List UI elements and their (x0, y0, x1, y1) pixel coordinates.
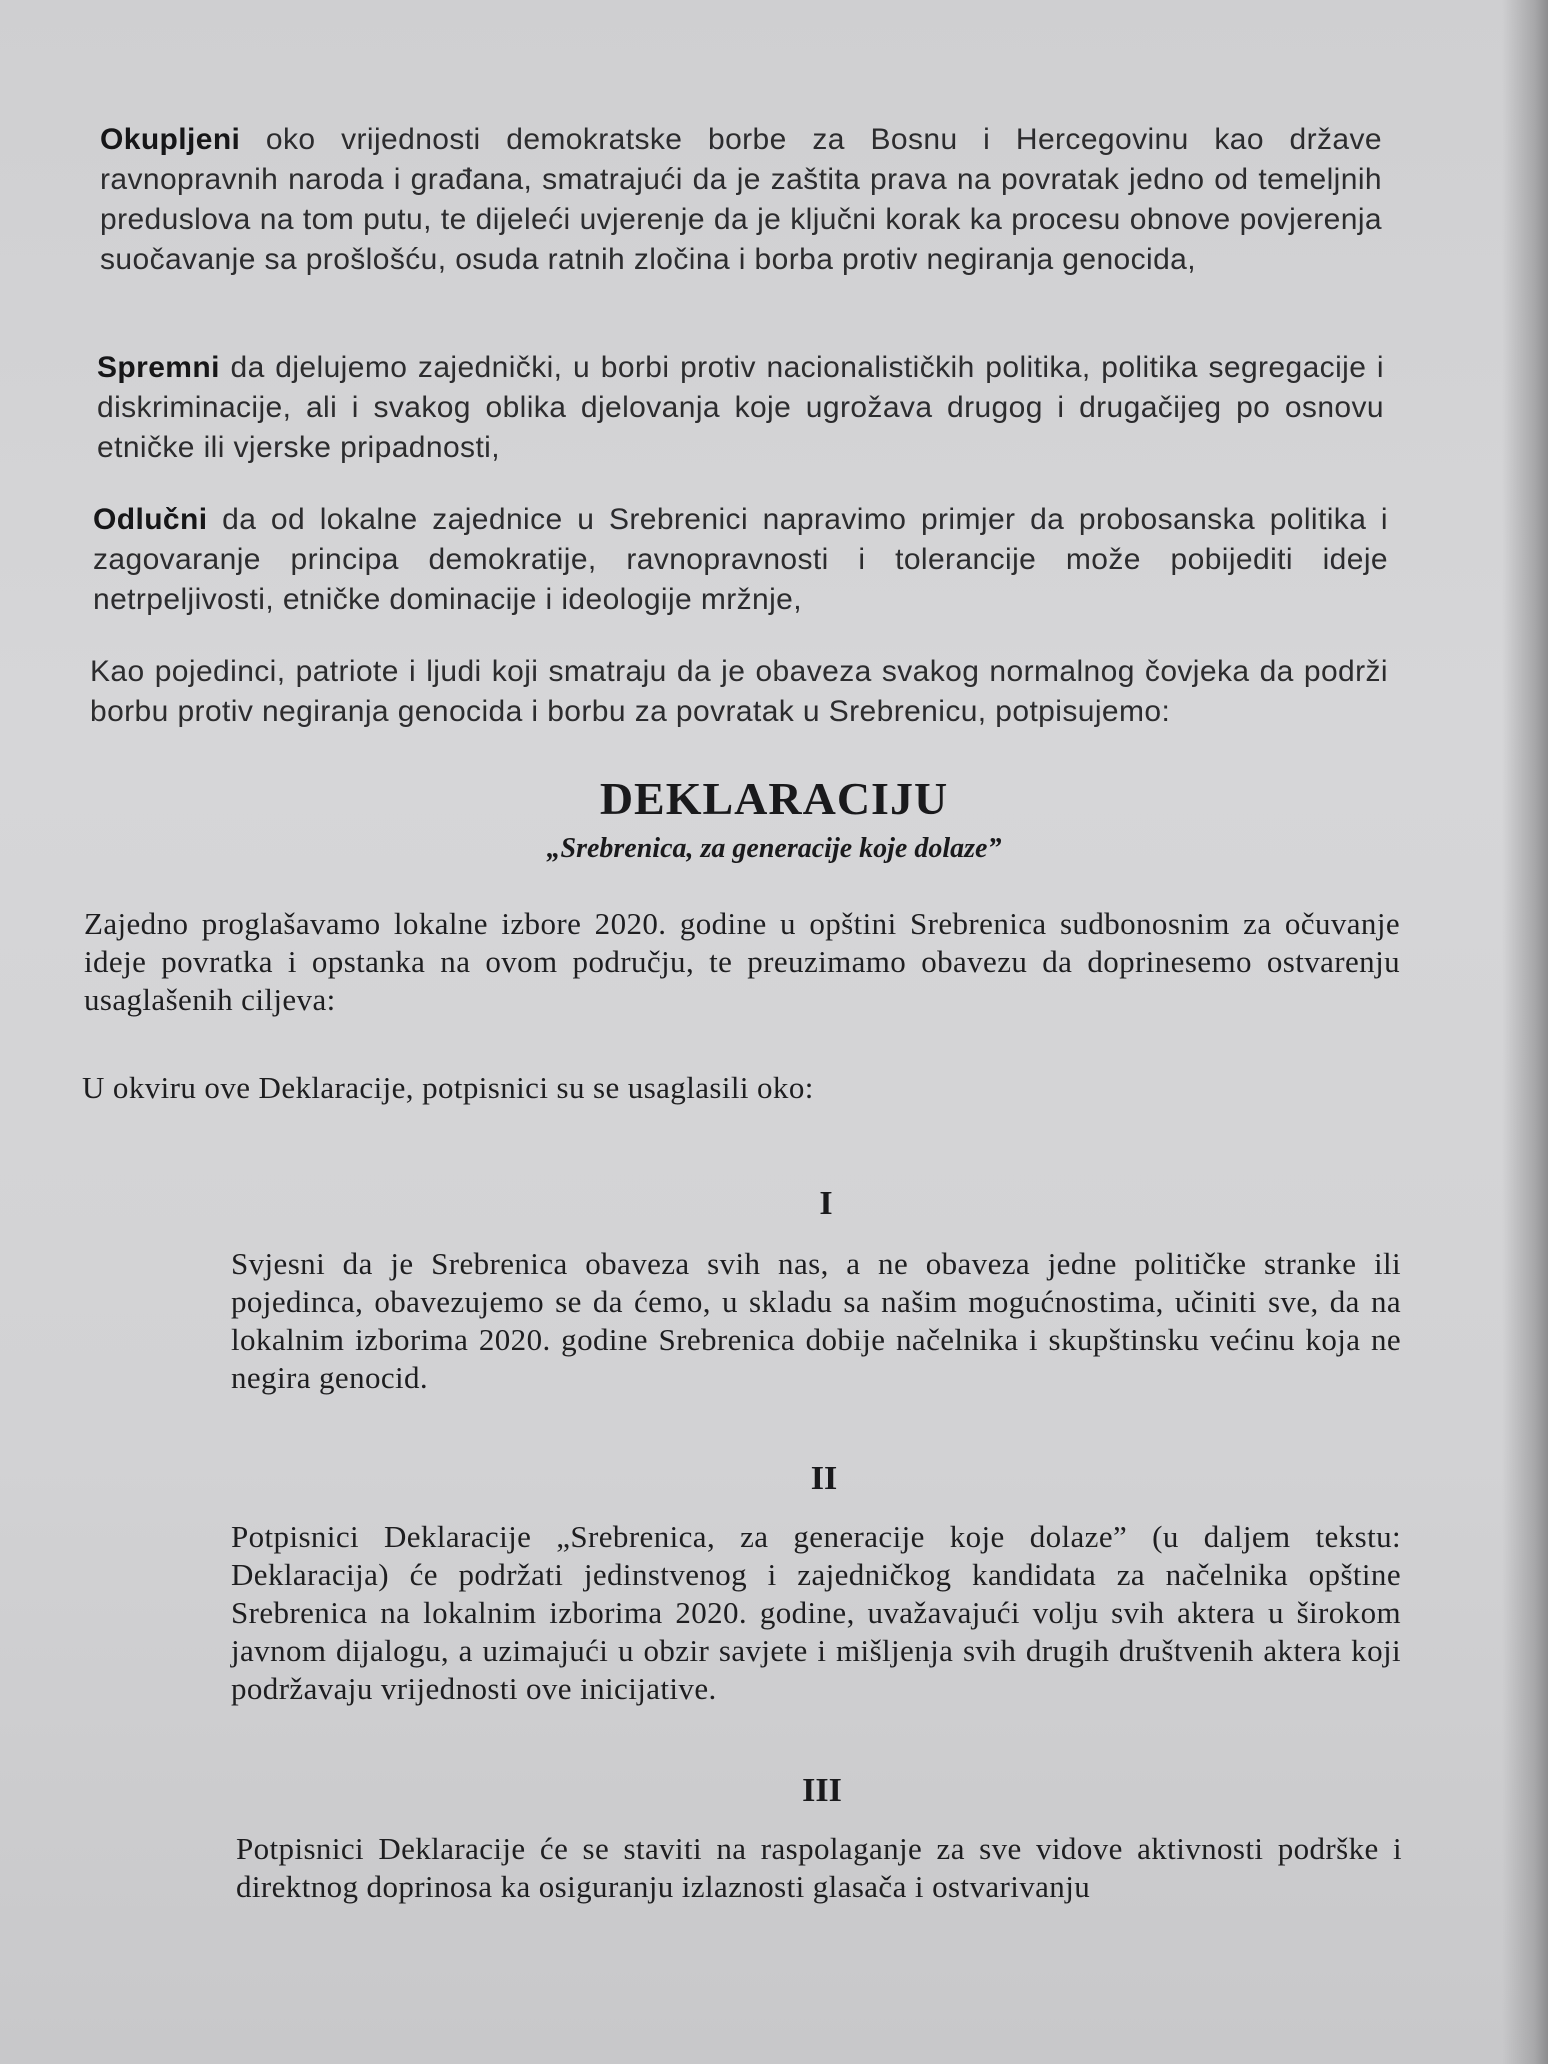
paragraph-text: da djelujemo zajednički, u borbi protiv nacionalističkih politika, politika segregacije i diskriminacije, ali i svakog oblika djelovanja koje ugrožava drugog i drugačijeg po osnovu etničke ili vjerske pripadnosti, (97, 351, 1384, 464)
declaration-title: DEKLARACIJU (599, 773, 949, 824)
paragraph-text: Zajedno proglašavamo lokalne izbore 2020. godine u opštini Srebrenica sudbonosnim za očuvanje ideje povratka i opstanka na ovom području, te preuzimamo obavezu da doprinesemo ostvarenju usaglašenih ciljeva: (84, 906, 1400, 1017)
article-text-ii (231, 1518, 1401, 1718)
intro-paragraph-spremni (97, 348, 1384, 468)
intro-paragraph-pojedinci (90, 652, 1388, 732)
article-numeral-i: I (819, 1185, 833, 1222)
paragraph-text: Kao pojedinci, patriote i ljudi koji smatraju da je obaveza svakog normalnog čovjeka da podrži borbu protiv negiranja genocida i borbu za povratak u Srebrenicu, potpisujemo: (90, 655, 1388, 728)
article-text-i (231, 1245, 1401, 1405)
body-paragraph-okvir (82, 1069, 1282, 1109)
article-numeral-ii: II (810, 1460, 838, 1497)
paragraph-text: U okviru ove Deklaracije, potpisnici su se usaglasili oko: (82, 1070, 814, 1105)
declaration-subtitle: „Srebrenica, za generacije koje dolaze” (546, 833, 1002, 864)
paragraph-lead-word: Spremni (97, 351, 220, 384)
body-paragraph-izbori (84, 905, 1400, 1025)
paragraph-lead-word: Okupljeni (100, 123, 241, 156)
intro-paragraph-odlucni (93, 500, 1388, 620)
paragraph-text: Svjesni da je Srebrenica obaveza svih nas, a ne obaveza jedne političke stranke ili pojedinca, obavezujemo se da ćemo, u skladu sa našim mogućnostima, učiniti sve, da na lokalnim izborima 2020. godine Srebrenica dobije načelnika i skupštinsku većinu koja ne negira genocid. (231, 1246, 1401, 1395)
article-text-iii (236, 1830, 1402, 1910)
article-numeral-iii: III (802, 1772, 842, 1809)
paragraph-text: Potpisnici Deklaracije će se staviti na raspolaganje za sve vidove aktivnosti podrške i direktnog doprinosa ka osiguranju izlaznosti glasača i ostvarivanju (236, 1831, 1402, 1904)
paragraph-text: da od lokalne zajednice u Srebrenici napravimo primjer da probosanska politika i zagovaranje principa demokratije, ravnopravnosti i tolerancije može pobijediti ideje netrpeljivosti, etničke dominacije i ideologije mržnje, (93, 503, 1388, 616)
paragraph-lead-word: Odlučni (93, 503, 208, 536)
intro-paragraph-okupljeni (100, 120, 1382, 320)
paragraph-text: oko vrijednosti demokratske borbe za Bosnu i Hercegovinu kao države ravnopravnih naroda i građana, smatrajući da je zaštita prava na povratak jedno od temeljnih preduslova na tom putu, te dijeleći uvjerenje da je ključni korak ka procesu obnove povjerenja suočavanje sa prošlošću, osuda ratnih zločina i borba protiv negiranja genocida, (100, 123, 1382, 276)
paragraph-text: Potpisnici Deklaracije „Srebrenica, za generacije koje dolaze” (u daljem tekstu: Deklaracija) će podržati jedinstvenog i zajedničkog kandidata za načelnika opštine Srebrenica na lokalnim izborima 2020. godine, uvažavajući volju svih aktera u širokom javnom dijalogu, a uzimajući u obzir savjete i mišljenja svih drugih društvenih aktera koji podržavaju vrijednosti ove inicijative. (231, 1519, 1401, 1706)
